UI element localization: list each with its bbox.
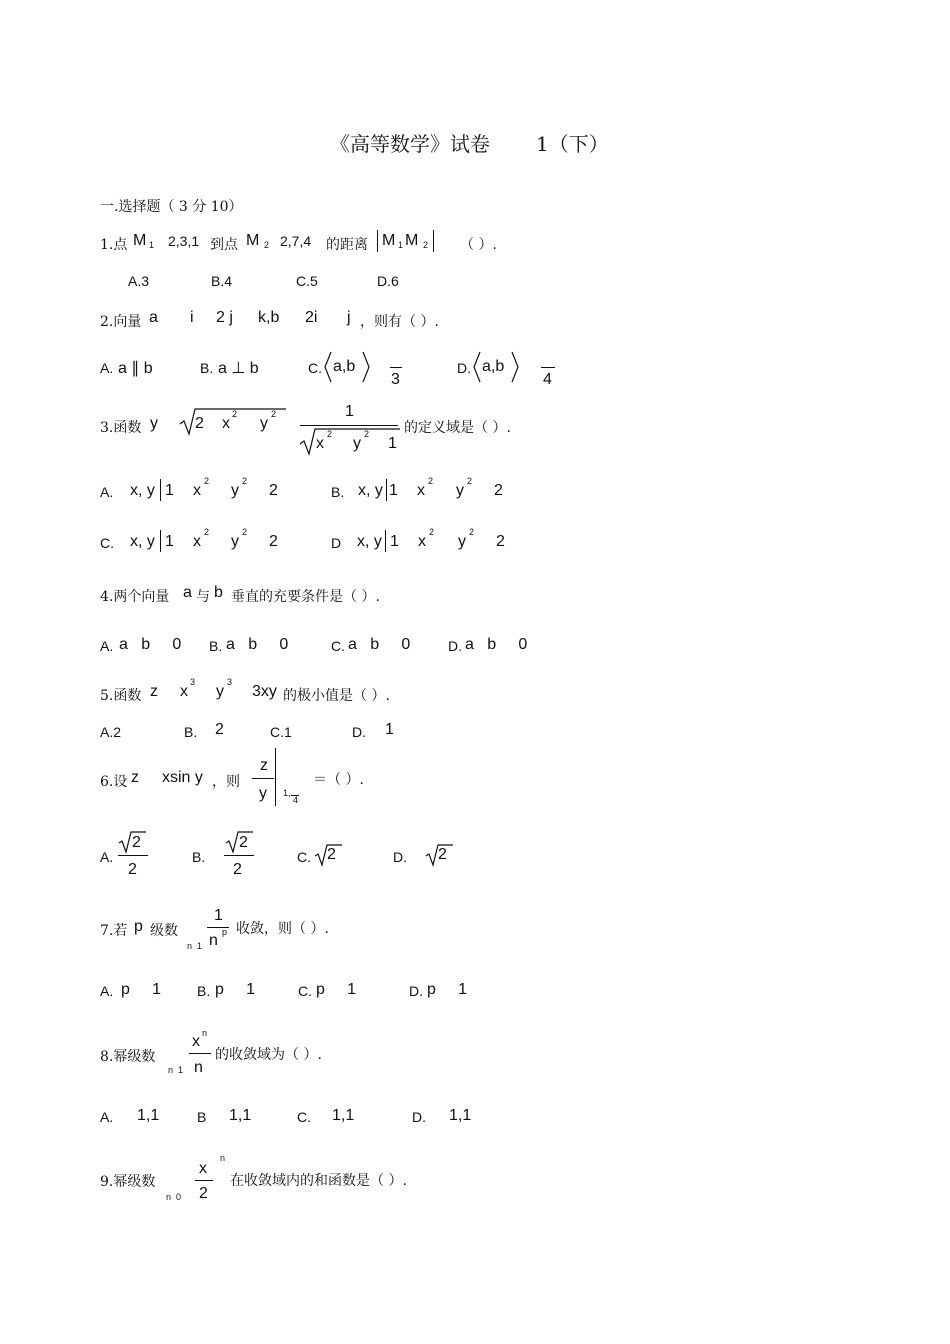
q2-term-i: i xyxy=(190,309,194,326)
q7-option-c: p 1 xyxy=(316,981,357,998)
q3-option-b-label: B. xyxy=(331,484,345,500)
q9-tail: 在收敛域内的和函数是（ ）. xyxy=(230,1173,407,1189)
q4-option-b: a b 0 xyxy=(226,636,289,653)
q9-sup: n xyxy=(220,1153,226,1163)
q3-option-d-y-sup: 2 xyxy=(469,527,475,537)
q8-option-a-label: A. xyxy=(100,1109,114,1125)
q6-option-d-value: 2 xyxy=(438,846,447,863)
q2-tail: ，则有（ ）. xyxy=(360,314,439,330)
q6-frac-den: y xyxy=(259,785,267,802)
q7-option-b-label: B. xyxy=(197,983,211,999)
q3-option-d-y: y xyxy=(458,533,466,550)
q4-option-d: a b 0 xyxy=(465,636,528,653)
q2-term-a: a xyxy=(149,309,158,326)
section-heading: 一.选择题（ 3 分 10） xyxy=(100,199,243,215)
q6-option-c-label: C. xyxy=(297,849,311,865)
q5-tail: 的极小值是（ ）. xyxy=(283,688,390,704)
q3-option-c-x-sup: 2 xyxy=(204,527,210,537)
q1-option-c: C.5 xyxy=(296,273,318,289)
q6-ze: ，则 xyxy=(212,774,240,790)
q1-point1: 2,3,1 xyxy=(168,233,200,249)
q3-option-d-x: x xyxy=(418,533,426,550)
q6-option-d-label: D. xyxy=(393,849,407,865)
q4-option-a: a b 0 xyxy=(119,636,182,653)
q3-y: y xyxy=(150,415,158,432)
q4-option-d-label: D. xyxy=(448,638,462,654)
q4-option-c: a b 0 xyxy=(348,636,411,653)
q3-sqrt1-x-sup: 2 xyxy=(232,409,238,419)
q1-blank: （ ）. xyxy=(460,237,497,253)
q2-option-c-fraction-bar xyxy=(390,367,402,368)
q2-number: 2.向量 xyxy=(100,314,142,330)
q7-option-a: p 1 xyxy=(121,981,162,998)
q1-abs-bar-left xyxy=(377,230,378,252)
q8-number: 8.幂级数 xyxy=(100,1049,156,1065)
q6-option-b-fraction-bar xyxy=(224,855,254,856)
q3-option-c-y: y xyxy=(231,533,239,550)
q1-abs-m1: M xyxy=(382,232,396,249)
q8-option-a: 1,1 xyxy=(137,1107,160,1124)
q2-term-2i: 2i xyxy=(305,309,318,326)
q6-lhs: z xyxy=(131,769,139,786)
q4-option-a-label: A. xyxy=(100,638,114,654)
q3-option-b-x: x xyxy=(417,482,425,499)
q3-number: 3.函数 xyxy=(100,420,142,436)
q3-sqrt2-1: 1 xyxy=(388,435,397,452)
q3-option-b-set: x, y xyxy=(358,482,383,499)
q7-frac-num: 1 xyxy=(214,907,223,924)
q2-term-j: j xyxy=(347,309,351,326)
q2-option-c-label: C. xyxy=(308,360,322,376)
q7-frac-den: n xyxy=(209,932,218,949)
q8-sum-lower: n 1 xyxy=(168,1065,184,1075)
q3-option-b-y: y xyxy=(456,482,464,499)
q1-number: 1.点 xyxy=(100,237,128,253)
q5-option-d-value: 1 xyxy=(385,721,394,738)
q2-option-a: a ∥ b xyxy=(118,360,153,377)
q3-option-c-label: C. xyxy=(100,535,114,551)
q3-option-c-1: 1 xyxy=(165,533,174,550)
q1-option-a: A.3 xyxy=(128,273,150,289)
q3-option-a-y: y xyxy=(231,482,239,499)
q8-option-d: 1,1 xyxy=(449,1107,472,1124)
q1-mid: 到点 xyxy=(210,237,238,253)
q9-frac-num: x xyxy=(199,1160,207,1177)
q6-option-b-num: 2 xyxy=(239,834,248,851)
q8-option-c: 1,1 xyxy=(332,1107,355,1124)
q2-option-d-expr: a,b xyxy=(482,358,505,375)
q1-point2: 2,7,4 xyxy=(280,233,312,249)
q2-term-kb: k,b xyxy=(258,309,280,326)
q6-option-a-fraction-bar xyxy=(118,855,148,856)
q3-option-c-x: x xyxy=(193,533,201,550)
q7-p: p xyxy=(134,918,143,935)
q7-option-a-label: A. xyxy=(100,983,114,999)
q5-option-c: C.1 xyxy=(270,724,292,740)
q6-option-a-label: A. xyxy=(100,849,114,865)
q4-a: a xyxy=(183,584,192,601)
q8-option-d-label: D. xyxy=(412,1109,426,1125)
q6-option-a-den: 2 xyxy=(128,861,137,878)
q3-frac-numerator: 1 xyxy=(345,403,354,420)
q8-option-b-label: B xyxy=(197,1109,207,1125)
q3-option-a-x-sup: 2 xyxy=(204,476,210,486)
q3-option-a-1: 1 xyxy=(165,482,174,499)
q3-option-a-set: x, y xyxy=(130,482,155,499)
q8-fraction-bar xyxy=(189,1053,211,1054)
q8-tail: 的收敛域为（ ）. xyxy=(215,1047,322,1063)
q4-option-b-label: B. xyxy=(209,638,223,654)
q7-option-d-label: D. xyxy=(409,983,423,999)
q7-tail: 收敛，则（ ）. xyxy=(236,921,329,937)
q7-option-b: p 1 xyxy=(215,981,256,998)
q3-sqrt1-2: 2 xyxy=(195,415,204,432)
q8-num-sup: n xyxy=(202,1028,208,1038)
q7-sum-lower: n 1 xyxy=(187,941,203,951)
q1-m2: M xyxy=(246,232,260,249)
q2-option-d-fraction-bar xyxy=(541,367,555,368)
q7-den-sup: p xyxy=(222,927,228,937)
q8-frac-den: n xyxy=(194,1059,203,1076)
q3-option-b-y-sup: 2 xyxy=(467,476,473,486)
q7-number: 7.若 xyxy=(100,923,128,939)
q2-option-c-denominator: 3 xyxy=(391,371,400,388)
q3-sqrt1-y-sup: 2 xyxy=(271,409,277,419)
q2-term-2j: 2 j xyxy=(216,309,233,326)
q3-option-c-set: x, y xyxy=(130,533,155,550)
q3-sqrt2-y-sup: 2 xyxy=(364,429,370,439)
q7-option-c-label: C. xyxy=(298,983,312,999)
q5-number: 5.函数 xyxy=(100,688,142,704)
q4-yu: 与 xyxy=(196,589,210,605)
q9-frac-den: 2 xyxy=(199,1185,208,1202)
q3-sqrt2-sign xyxy=(298,426,402,456)
q6-number: 6.设 xyxy=(100,774,128,790)
q6-tail: ＝（ ）. xyxy=(313,772,364,788)
q3-option-b-x-sup: 2 xyxy=(428,476,434,486)
q2-option-b: a ⊥ b xyxy=(218,360,259,377)
q3-option-a-2: 2 xyxy=(269,482,278,499)
q4-number: 4.两个向量 xyxy=(100,589,170,605)
exam-title: 《高等数学》试卷 xyxy=(330,132,490,156)
q8-option-b: 1,1 xyxy=(229,1107,252,1124)
q2-option-d-denominator: 4 xyxy=(543,371,552,388)
q3-option-c-y-sup: 2 xyxy=(242,527,248,537)
q9-fraction-bar xyxy=(195,1180,213,1181)
q5-option-d-label: D. xyxy=(352,724,366,740)
q6-option-a-num: 2 xyxy=(132,834,141,851)
q7-option-d: p 1 xyxy=(427,981,468,998)
q3-option-d-2: 2 xyxy=(496,533,505,550)
q6-option-c-value: 2 xyxy=(327,846,336,863)
q1-m2-sub: 2 xyxy=(264,240,270,250)
q3-option-a-y-sup: 2 xyxy=(242,476,248,486)
q1-abs-sub2: 2 xyxy=(423,240,429,250)
q3-option-a-x: x xyxy=(193,482,201,499)
q6-option-b-den: 2 xyxy=(233,861,242,878)
q3-option-d-set: x, y xyxy=(357,533,382,550)
q9-sum-lower: n 0 xyxy=(166,1192,182,1202)
q2-option-d-label: D. xyxy=(457,360,471,376)
q4-tail: 垂直的充要条件是（ ）. xyxy=(231,589,380,605)
q4-b: b xyxy=(214,584,223,601)
q2-option-c-expr: a,b xyxy=(333,358,356,375)
q3-option-d-label: D xyxy=(331,535,342,551)
q5-3xy: 3xy xyxy=(252,683,277,700)
exam-title-number: 1（下） xyxy=(536,132,609,156)
q6-eval-den: 4 xyxy=(293,795,299,805)
q2-option-b-label: B. xyxy=(200,360,214,376)
q6-fraction-bar xyxy=(252,778,274,779)
q1-option-b: B.4 xyxy=(211,273,233,289)
q5-y: y xyxy=(216,683,224,700)
q1-dist: 的距离 xyxy=(326,237,368,253)
q9-number: 9.幂级数 xyxy=(100,1174,156,1190)
q3-option-d-bar xyxy=(385,530,386,552)
q4-option-c-label: C. xyxy=(331,638,345,654)
q3-tail: 的定义域是（ ）. xyxy=(404,420,511,436)
q1-option-d: D.6 xyxy=(377,273,399,289)
q7-ji: 级数 xyxy=(150,923,178,939)
q5-x-sup: 3 xyxy=(190,677,196,687)
q3-option-b-2: 2 xyxy=(494,482,503,499)
q6-frac-num: z xyxy=(260,757,268,774)
q3-option-b-1: 1 xyxy=(389,482,398,499)
q6-rhs: xsin y xyxy=(162,769,203,786)
q5-x: x xyxy=(180,683,188,700)
q5-option-b-label: B. xyxy=(184,724,198,740)
q8-frac-num: x xyxy=(192,1033,200,1050)
q5-y-sup: 3 xyxy=(227,677,233,687)
q5-option-b-value: 2 xyxy=(215,721,224,738)
q3-sqrt1-y: y xyxy=(260,415,268,432)
q1-m1: M xyxy=(133,232,147,249)
q3-option-c-bar xyxy=(160,530,161,552)
q6-eval-point: 1, xyxy=(283,788,291,798)
q1-abs-sub1: 1 xyxy=(398,240,404,250)
q3-option-a-label: A. xyxy=(100,484,114,500)
q3-option-d-x-sup: 2 xyxy=(429,527,435,537)
q3-option-b-bar xyxy=(386,479,387,501)
q3-option-c-2: 2 xyxy=(269,533,278,550)
q2-option-a-label: A. xyxy=(100,360,114,376)
q5-option-a: A.2 xyxy=(100,724,122,740)
q3-sqrt1-x: x xyxy=(222,415,230,432)
q6-eval-bar xyxy=(275,748,276,806)
q6-option-b-label: B. xyxy=(192,849,206,865)
q3-option-d-1: 1 xyxy=(390,533,399,550)
q1-m1-sub: 1 xyxy=(149,240,155,250)
q3-sqrt2-x-sup: 2 xyxy=(327,429,333,439)
q5-z: z xyxy=(150,683,158,700)
q3-sqrt2-y: y xyxy=(353,435,361,452)
q1-abs-m2: M xyxy=(405,232,419,249)
q8-option-c-label: C. xyxy=(297,1109,311,1125)
q3-sqrt2-x: x xyxy=(316,435,324,452)
q3-option-a-bar xyxy=(160,479,161,501)
q1-abs-bar-right xyxy=(433,230,434,252)
